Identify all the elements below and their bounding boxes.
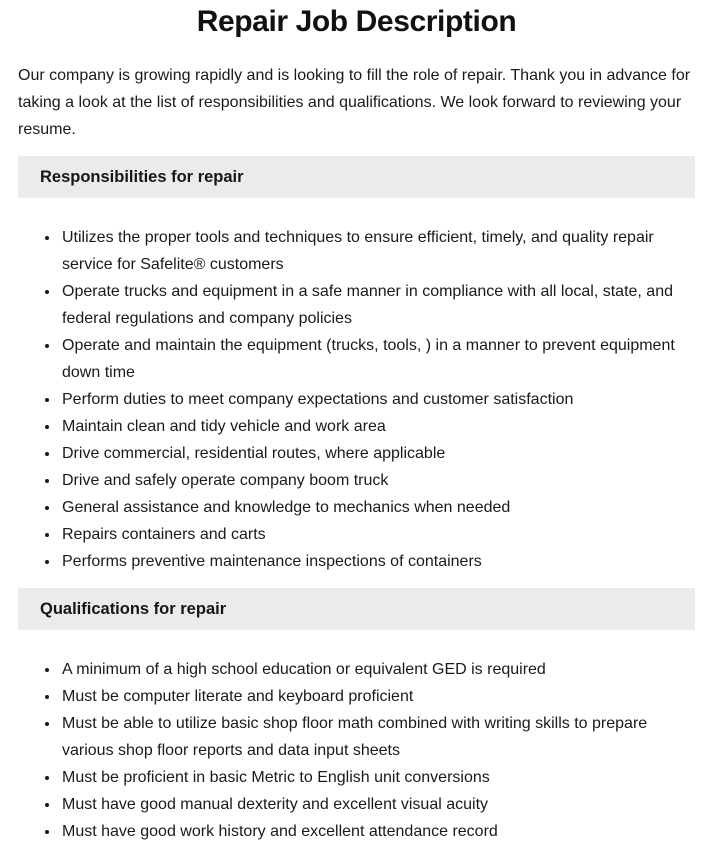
list-item: • Must be computer literate and keyboard proficient	[60, 683, 695, 710]
list-item: • Perform duties to meet company expectations and customer satisfaction	[60, 386, 695, 413]
list-item: • Must be proficient in basic Metric to English unit conversions	[60, 764, 695, 791]
section-qualifications	[18, 588, 695, 845]
section-heading-responsibilities: Responsibilities for repair	[18, 156, 695, 198]
list-item: • Maintain clean and tidy vehicle and work area	[60, 413, 695, 440]
responsibilities-list	[18, 224, 695, 575]
list-item: • Utilizes the proper tools and techniques to ensure efficient, timely, and quality repair service for Safelite® customers	[60, 224, 695, 278]
list-item: • General assistance and knowledge to mechanics when needed	[60, 494, 695, 521]
section-heading-qualifications: Qualifications for repair	[18, 588, 695, 630]
list-item: • Drive commercial, residential routes, where applicable	[60, 440, 695, 467]
list-item: • Must have good work history and excellent attendance record	[60, 818, 695, 845]
section-responsibilities	[18, 156, 695, 575]
list-item: • Must have good manual dexterity and excellent visual acuity	[60, 791, 695, 818]
list-item: • Drive and safely operate company boom truck	[60, 467, 695, 494]
page-title: Repair Job Description	[196, 5, 517, 38]
qualifications-list	[18, 656, 695, 845]
intro-paragraph: Our company is growing rapidly and is looking to fill the role of repair. Thank you in advance for taking a look at the list of responsibilities and qualifications. We look forward to reviewing your resume.	[18, 67, 691, 138]
list-item: • Operate trucks and equipment in a safe manner in compliance with all local, state, and federal regulations and company policies	[60, 278, 695, 332]
list-item: • Must be able to utilize basic shop floor math combined with writing skills to prepare various shop floor reports and data input sheets	[60, 710, 695, 764]
list-item: • Repairs containers and carts	[60, 521, 695, 548]
list-item: • Performs preventive maintenance inspections of containers	[60, 548, 695, 575]
list-item: • A minimum of a high school education or equivalent GED is required	[60, 656, 695, 683]
list-item: • Operate and maintain the equipment (trucks, tools, ) in a manner to prevent equipment down time	[60, 332, 695, 386]
